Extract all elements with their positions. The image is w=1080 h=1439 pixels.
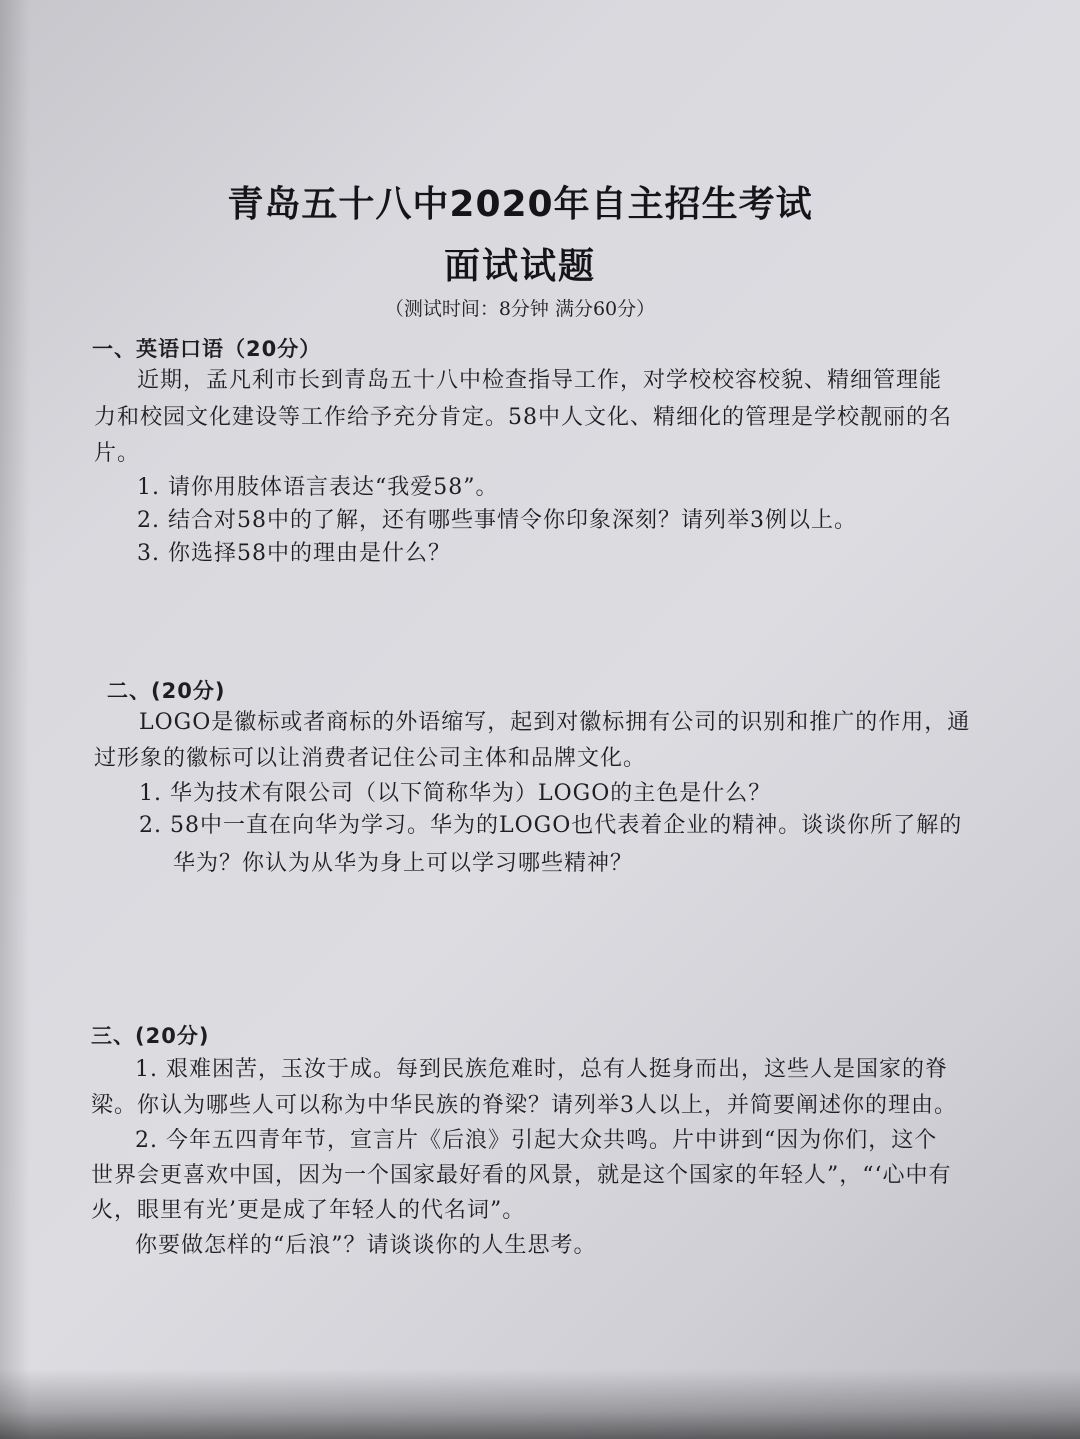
section3-line: 1. 艰难困苦，玉汝于成。每到民族危难时，总有人挺身而出，这些人是国家的脊 — [135, 1057, 948, 1082]
section2-question: 2. 58中一直在向华为学习。华为的LOGO也代表着企业的精神。谈谈你所了解的 — [139, 813, 963, 838]
section1-paragraph-line: 力和校园文化建设等工作给予充分肯定。58中人文化、精细化的管理是学校靓丽的名 — [94, 405, 952, 430]
section3-heading: 三、(20分) — [91, 1024, 210, 1048]
section3-line: 2. 今年五四青年节，宣言片《后浪》引起大众共鸣。片中讲到“因为你们，这个 — [135, 1128, 938, 1153]
section2-paragraph-line: LOGO是徽标或者商标的外语缩写，起到对徽标拥有公司的识别和推广的作用，通 — [139, 710, 971, 735]
paper-bottom-shadow — [0, 1369, 1080, 1439]
section1-paragraph-line: 片。 — [94, 441, 141, 466]
page-title: 青岛五十八中2020年自主招生考试 — [227, 184, 813, 225]
section1-heading: 一、英语口语（20分） — [92, 337, 322, 361]
section1-paragraph-line: 近期，孟凡利市长到青岛五十八中检查指导工作，对学校校容校貌、精细管理能 — [137, 368, 943, 393]
section3-line: 梁。你认为哪些人可以称为中华民族的脊梁？请列举3人以上，并简要阐述你的理由。 — [91, 1093, 957, 1118]
section1-question: 1. 请你用肢体语言表达“我爱58”。 — [137, 475, 499, 500]
exam-meta: （测试时间：8分钟 满分60分） — [384, 298, 656, 320]
section2-heading: 二、(20分) — [107, 679, 226, 703]
section2-paragraph-line: 过形象的徽标可以让消费者记住公司主体和品牌文化。 — [94, 746, 647, 771]
section3-line: 你要做怎样的“后浪”？请谈谈你的人生思考。 — [135, 1233, 597, 1258]
section2-question-continuation: 华为？你认为从华为身上可以学习哪些精神？ — [173, 851, 634, 876]
section1-question: 2. 结合对58中的了解，还有哪些事情令你印象深刻？请列举3例以上。 — [137, 508, 857, 533]
section1-question: 3. 你选择58中的理由是什么？ — [137, 541, 451, 566]
section3-line: 火，眼里有光’更是成了年轻人的代名词”。 — [91, 1198, 526, 1223]
section2-question: 1. 华为技术有限公司（以下简称华为）LOGO的主色是什么？ — [139, 781, 772, 806]
section3-line: 世界会更喜欢中国，因为一个国家最好看的风景，就是这个国家的年轻人”，“‘心中有 — [91, 1163, 952, 1188]
page-subtitle-title: 面试试题 — [443, 246, 596, 287]
